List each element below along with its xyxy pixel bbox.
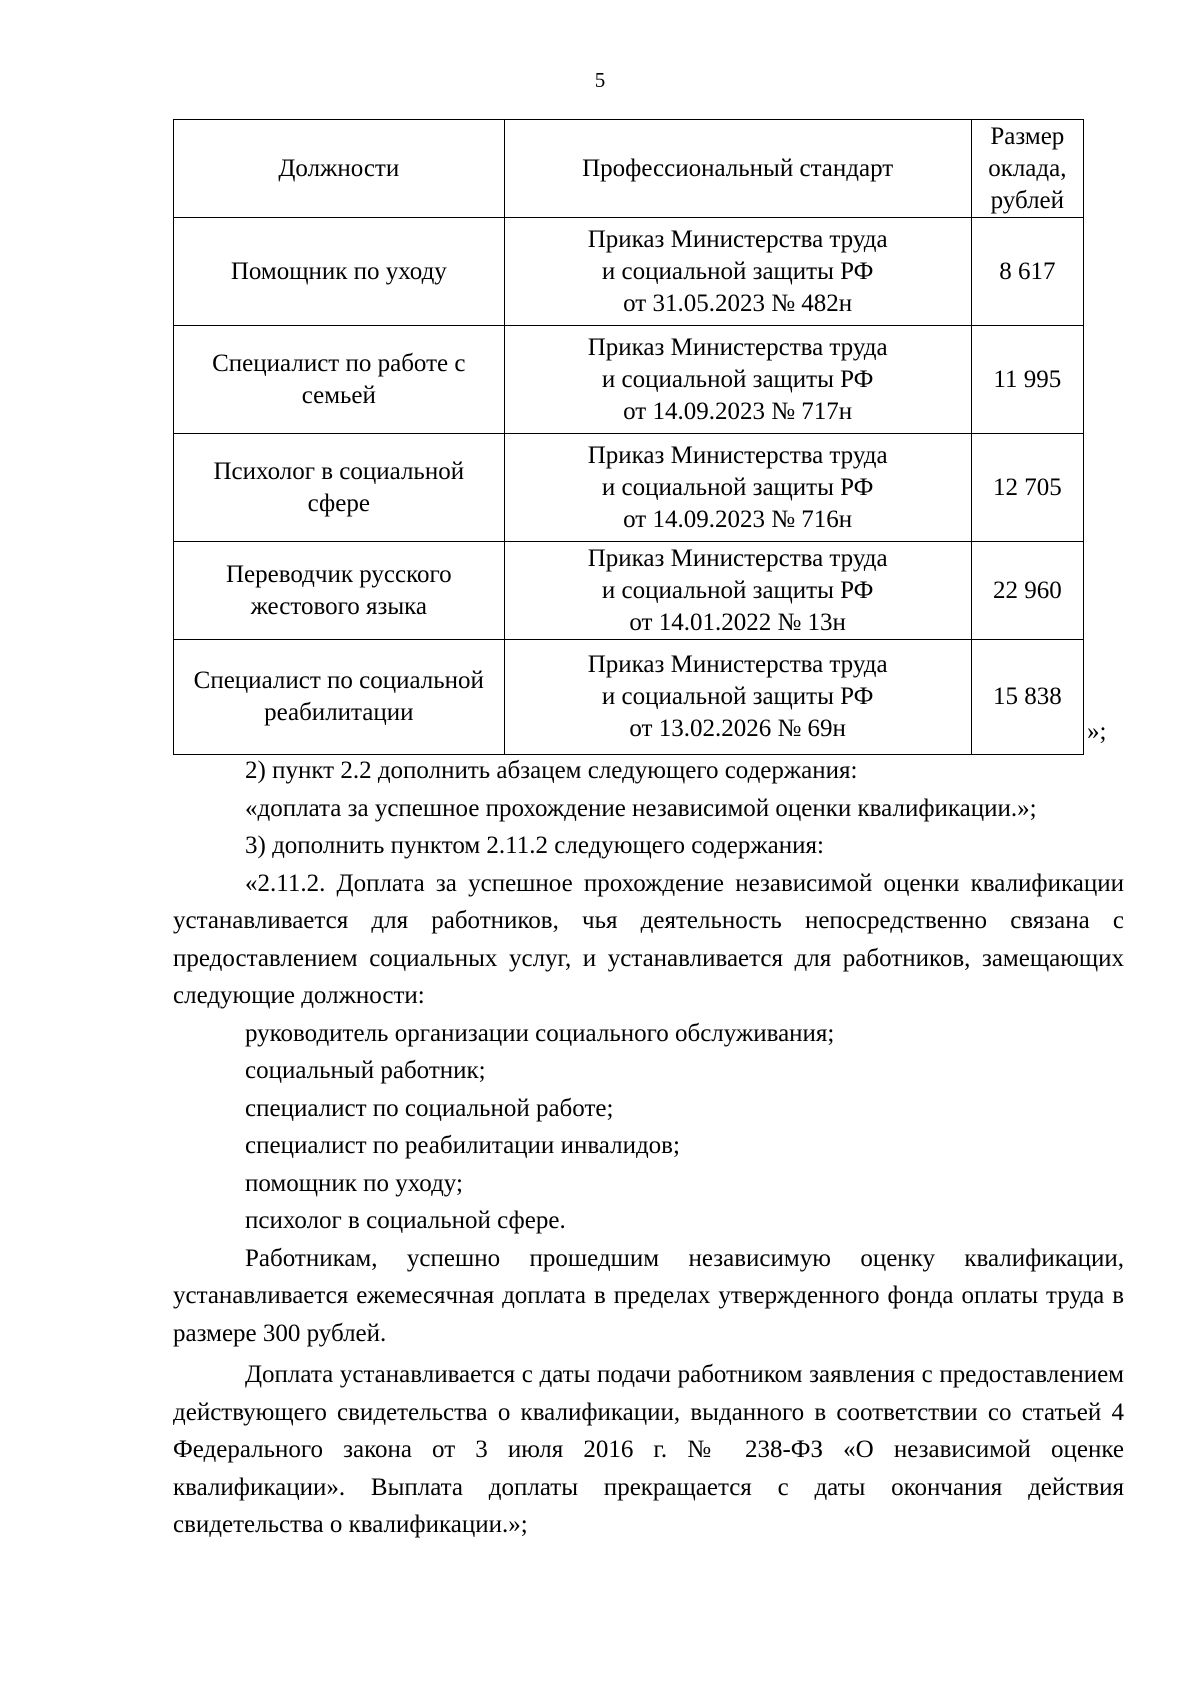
paragraph: Работникам, успешно прошедшим независимую оценку квалификации, устанавливается ежемесячная доплата в пределах утвержденного фонда оплаты труда в размере 300 рублей. bbox=[173, 1244, 1124, 1347]
header-positions: Должности bbox=[174, 120, 505, 218]
list-item: руководитель организации социального обслуживания; bbox=[245, 1019, 835, 1047]
standard-cell: Приказ Министерства труда и социальной защиты РФ от 13.02.2026 № 69н bbox=[504, 640, 971, 755]
position-cell: Специалист по социальной реабилитации bbox=[174, 640, 505, 755]
table-row bbox=[174, 640, 1084, 755]
salary-cell: 22 960 bbox=[971, 542, 1083, 640]
paragraph: «доплата за успешное прохождение независимой оценки квалификации.»; bbox=[245, 794, 1037, 822]
table-row bbox=[174, 542, 1084, 640]
page-number: 5 bbox=[594, 68, 606, 92]
salary-cell: 15 838 bbox=[971, 640, 1083, 755]
list-item: специалист по реабилитации инвалидов; bbox=[245, 1132, 680, 1159]
table-closing-quote: »; bbox=[1087, 718, 1107, 745]
list-item: помощник по уходу; bbox=[245, 1169, 463, 1197]
header-standard: Профессиональный стандарт bbox=[504, 120, 971, 218]
standard-cell: Приказ Министерства труда и социальной защиты РФ от 14.09.2023 № 716н bbox=[504, 434, 971, 542]
paragraph: 3) дополнить пунктом 2.11.2 следующего содержания: bbox=[245, 832, 824, 859]
paragraph: 2) пункт 2.2 дополнить абзацем следующего содержания: bbox=[245, 757, 858, 784]
position-cell: Специалист по работе с семьей bbox=[174, 326, 505, 434]
salary-cell: 8 617 bbox=[971, 218, 1083, 326]
standard-cell: Приказ Министерства труда и социальной защиты РФ от 31.05.2023 № 482н bbox=[504, 218, 971, 326]
list-item: психолог в социальной сфере. bbox=[245, 1207, 566, 1234]
paragraph: «2.11.2. Доплата за успешное прохождение независимой оценки квалификации устанавливается для работников, чья деятельность непосредственно связана с предоставлением социальных услуг, и устанавливается для работников, замещающих следующие должности: bbox=[173, 869, 1124, 1009]
list-item: специалист по социальной работе; bbox=[245, 1094, 614, 1122]
standard-cell: Приказ Министерства труда и социальной защиты РФ от 14.09.2023 № 717н bbox=[504, 326, 971, 434]
table-row bbox=[174, 434, 1084, 542]
salary-table bbox=[173, 119, 1084, 755]
table-row bbox=[174, 326, 1084, 434]
position-cell: Психолог в социальной сфере bbox=[174, 434, 505, 542]
standard-cell: Приказ Министерства труда и социальной защиты РФ от 14.01.2022 № 13н bbox=[504, 542, 971, 640]
position-cell: Переводчик русского жестового языка bbox=[174, 542, 505, 640]
table-row bbox=[174, 218, 1084, 326]
salary-cell: 12 705 bbox=[971, 434, 1083, 542]
header-salary: Размер оклада, рублей bbox=[971, 120, 1083, 218]
paragraph: Доплата устанавливается с даты подачи работником заявления с предоставлением действующего свидетельства о квалификации, выданного в соответствии со статьей 4 Федерального закона от 3 июля 2016 г. № 238-ФЗ «О независимой оценке квалификации». Выплата доплаты прекращается с даты окончания действия свидетельства о квалификации.»; bbox=[173, 1361, 1124, 1538]
salary-cell: 11 995 bbox=[971, 326, 1083, 434]
list-item: социальный работник; bbox=[245, 1057, 486, 1084]
document-body bbox=[173, 752, 1124, 1544]
position-cell: Помощник по уходу bbox=[174, 218, 505, 326]
table-header-row bbox=[174, 120, 1084, 218]
